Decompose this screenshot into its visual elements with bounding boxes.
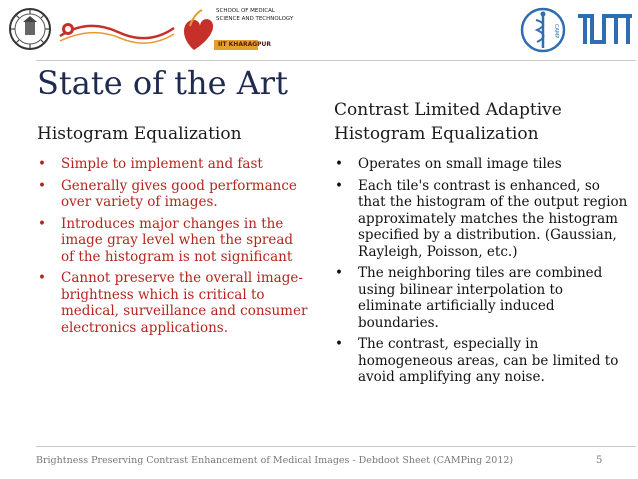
smst-line-2: SCIENCE AND TECHNOLOGY (216, 16, 294, 22)
smst-line-3: IIT KHARAGPUR (218, 41, 272, 48)
bullet-icon: • (335, 336, 343, 352)
bullet-text: The neighboring tiles are combined using bilinear interpolation to eliminate artificially induced boundaries. (358, 265, 603, 331)
bullet-text: Simple to implement and fast (61, 156, 263, 172)
bullet-text: Cannot preserve the overall image-brightness which is critical to medical, surveillance and consumer electronics applications. (61, 270, 308, 336)
bullet-icon: • (38, 270, 46, 286)
clahe-heading (334, 98, 562, 146)
histogram-equalization-heading: Histogram Equalization (37, 124, 242, 144)
camp-caduceus-logo-icon (520, 6, 566, 54)
left-bullet-list (37, 156, 309, 341)
caduceus-icon (520, 6, 566, 54)
bullet-icon: • (335, 177, 343, 194)
list-item (37, 216, 309, 266)
bullet-icon: • (335, 265, 343, 281)
clahe-heading-line-1: Contrast Limited Adaptive (334, 100, 562, 120)
footer-text: Brightness Preserving Contrast Enhancement of Medical Images - Debdoot Sheet (CAMPing 2012) (36, 455, 514, 466)
slide-title: State of the Art (37, 64, 288, 102)
header-divider (36, 60, 636, 61)
list-item (334, 265, 630, 331)
smst-heart-logo-icon (178, 4, 294, 54)
bullet-text: Generally gives good performance over variety of images. (61, 177, 297, 210)
list-item (334, 156, 630, 173)
page-number: 5 (596, 455, 603, 466)
iit-kharagpur-seal-icon (8, 6, 52, 52)
list-item (334, 336, 630, 386)
bullet-text: Introduces major changes in the image gray level when the spread of the histogram is not significant (61, 215, 294, 265)
footer-divider (36, 446, 636, 447)
tum-logo-icon (578, 14, 632, 44)
bullet-icon: • (38, 177, 46, 194)
bullet-icon: • (335, 156, 343, 172)
right-bullet-list (334, 156, 630, 391)
smst-line-1: SCHOOL OF MEDICAL (216, 8, 275, 14)
smst-banner-logo-icon (58, 14, 176, 46)
list-item (37, 178, 309, 211)
bullet-text: Operates on small image tiles (358, 156, 562, 172)
list-item (37, 270, 309, 336)
clahe-heading-line-2: Histogram Equalization (334, 124, 539, 144)
bullet-text: Each tile's contrast is enhanced, so that the histogram of the output region approximately matches the histogram specified by a distribution. (Gaussian, Rayleigh, Poisson, etc.) (358, 177, 628, 260)
bullet-icon: • (38, 156, 46, 172)
list-item (334, 178, 630, 261)
camp-logo-text: CAMP (553, 24, 559, 39)
list-item (37, 156, 309, 173)
bullet-icon: • (38, 215, 46, 232)
bullet-text: The contrast, especially in homogeneous areas, can be limited to avoid amplifying any noise. (358, 336, 619, 385)
